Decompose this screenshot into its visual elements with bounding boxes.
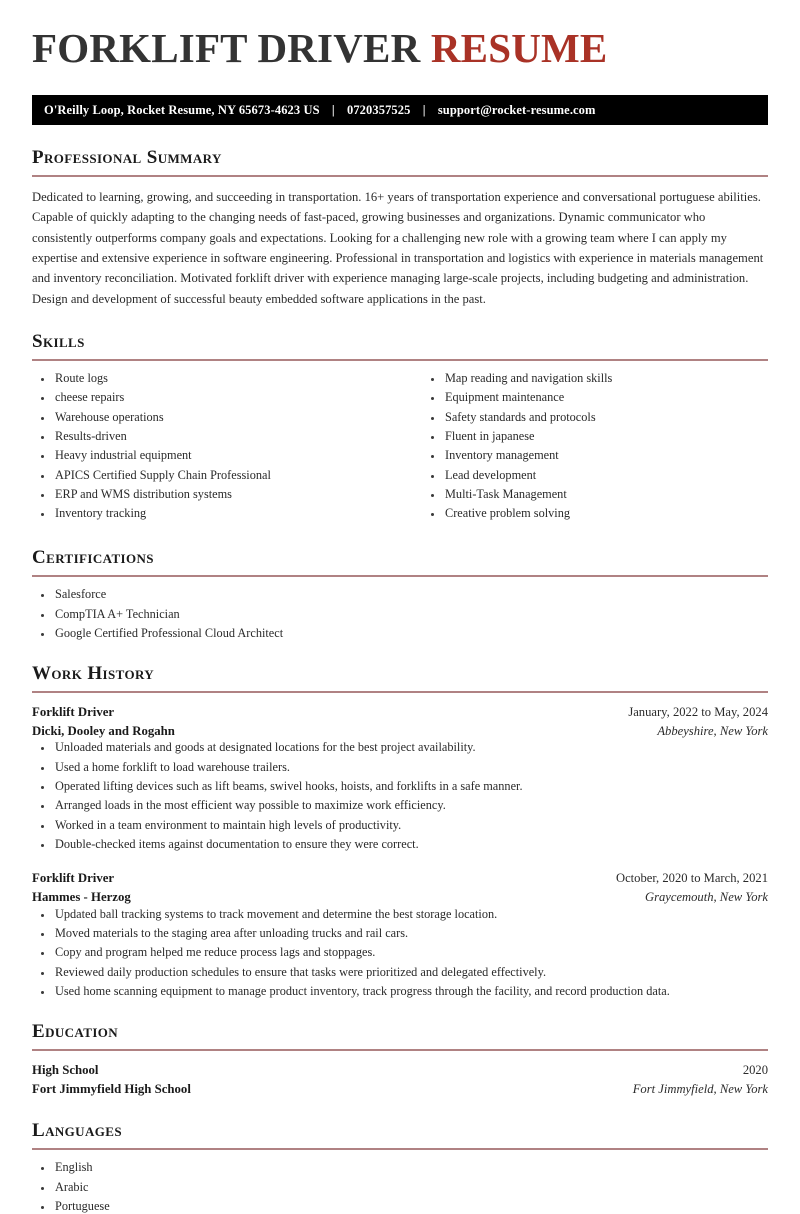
list-item: Worked in a team environment to maintain high levels of productivity.	[32, 818, 768, 833]
list-item: Operated lifting devices such as lift beams, swivel hooks, hoists, and forklifts in a safe manner.	[32, 779, 768, 794]
section-heading-languages: Languages	[32, 1120, 122, 1142]
contact-separator-1: |	[331, 102, 335, 117]
entry-job-title: Forklift Driver	[32, 704, 115, 719]
section-heading-skills: Skills	[32, 331, 85, 353]
list-item: Google Certified Professional Cloud Architect	[32, 626, 768, 641]
section-rule-professional-summary	[32, 175, 768, 177]
entry-org-row	[32, 1080, 768, 1099]
contact-text	[44, 103, 596, 118]
entry-org-row	[32, 888, 768, 907]
section-rule-languages	[32, 1148, 768, 1150]
page-title-accent: RESUME	[430, 25, 608, 71]
section-rule-work-history	[32, 691, 768, 693]
section-rule-education	[32, 1049, 768, 1051]
list-item: Arranged loads in the most efficient way possible to maximize work efficiency.	[32, 798, 768, 813]
entry-job-title: Forklift Driver	[32, 870, 115, 885]
section-rule-certifications	[32, 575, 768, 577]
list-item: Double-checked items against documentation to ensure they were correct.	[32, 837, 768, 852]
entry-school: Fort Jimmyfield High School	[32, 1081, 191, 1096]
list-item: Moved materials to the staging area after unloading trucks and rail cars.	[32, 926, 768, 941]
section-heading-work-history: Work History	[32, 662, 155, 684]
page-title-main: FORKLIFT DRIVER	[32, 25, 421, 71]
contact-email[interactable]: support@rocket-resume.com	[437, 102, 596, 117]
resume-body	[0, 0, 800, 69]
entry-date: 2020	[742, 1062, 768, 1077]
resume-sections	[0, 147, 800, 1214]
section-heading-certifications: Certifications	[32, 547, 154, 569]
entry-degree: High School	[32, 1062, 99, 1077]
list-item: Portuguese	[32, 1199, 768, 1214]
skills-list-left	[32, 371, 400, 521]
section-heading-education: Education	[32, 1020, 119, 1042]
contact-address: O'Reilly Loop, Rocket Resume, NY 65673-4623 US	[44, 102, 320, 117]
section-professional-summary	[32, 147, 768, 309]
section-heading-professional-summary: Professional Summary	[32, 147, 222, 168]
languages-list	[32, 1160, 768, 1214]
entry-title-row	[32, 1061, 768, 1080]
list-item: Heavy industrial equipment	[32, 448, 400, 463]
work-history-entry	[32, 869, 768, 999]
entry-bullet-list	[32, 907, 768, 999]
contact-phone[interactable]: 0720357525	[346, 102, 411, 117]
entry-org-row	[32, 722, 768, 741]
skills-column-right	[400, 371, 768, 525]
entry-location: Graycemouth, New York	[644, 889, 768, 904]
section-work-history	[32, 663, 768, 999]
list-item: APICS Certified Supply Chain Professional	[32, 468, 400, 483]
skills-list-right	[422, 371, 768, 521]
section-languages	[32, 1120, 768, 1213]
list-item: Arabic	[32, 1180, 768, 1195]
list-item: Fluent in japanese	[422, 429, 768, 444]
summary-paragraph: Dedicated to learning, growing, and succeeding in transportation. 16+ years of transportation experience and conversational portuguese abilities. Capable of quickly adapting to the changing needs of fast-paced, growing businesses and organizations. Dynamic communicator who consistently outperforms company goals and expectations. Looking for a challenging new role with a growing team where I can apply my expertise and extensive experience in software engineering. Professional in transportation and logistics with experience in materials management and inventory reconciliation. Motivated forklift driver with experience managing large-scale projects, including budgeting and administration. Design and development of successful beauty embedded software applications in the past.	[32, 189, 764, 306]
list-item: Lead development	[422, 468, 768, 483]
list-item: Inventory tracking	[32, 506, 400, 521]
section-certifications	[32, 547, 768, 640]
list-item: Safety standards and protocols	[422, 410, 768, 425]
contact-bar-wrap	[0, 95, 800, 125]
certifications-list	[32, 587, 768, 641]
entry-title-row	[32, 703, 768, 722]
list-item: ERP and WMS distribution systems	[32, 487, 400, 502]
list-item: Creative problem solving	[422, 506, 768, 521]
section-skills	[32, 331, 768, 525]
education-entries	[32, 1061, 768, 1099]
skills-columns	[32, 371, 768, 525]
work-history-entries	[32, 703, 768, 999]
list-item: Multi-Task Management	[422, 487, 768, 502]
list-item: Inventory management	[422, 448, 768, 463]
list-item: Used a home forklift to load warehouse trailers.	[32, 760, 768, 775]
list-item: English	[32, 1160, 768, 1175]
list-item: Map reading and navigation skills	[422, 371, 768, 386]
work-history-entry	[32, 703, 768, 852]
list-item: Updated ball tracking systems to track movement and determine the best storage location.	[32, 907, 768, 922]
contact-bar	[32, 95, 768, 125]
list-item: CompTIA A+ Technician	[32, 607, 768, 622]
list-item: Used home scanning equipment to manage product inventory, track progress through the facility, and record production data.	[32, 984, 768, 999]
skills-column-left	[32, 371, 400, 525]
education-entry	[32, 1061, 768, 1099]
entry-bullet-list	[32, 740, 768, 851]
page-title	[32, 0, 768, 69]
list-item: Copy and program helped me reduce process lags and stoppages.	[32, 945, 768, 960]
list-item: Salesforce	[32, 587, 768, 602]
section-rule-skills	[32, 359, 768, 361]
list-item: Warehouse operations	[32, 410, 400, 425]
entry-company: Hammes - Herzog	[32, 889, 131, 904]
entry-company: Dicki, Dooley and Rogahn	[32, 723, 175, 738]
entry-date: October, 2020 to March, 2021	[616, 870, 768, 885]
entry-title-row	[32, 869, 768, 888]
list-item: Route logs	[32, 371, 400, 386]
list-item: Results-driven	[32, 429, 400, 444]
entry-location: Abbeyshire, New York	[657, 723, 768, 738]
section-education	[32, 1021, 768, 1099]
list-item: Unloaded materials and goods at designated locations for the best project availability.	[32, 740, 768, 755]
entry-date: January, 2022 to May, 2024	[628, 704, 768, 719]
list-item: Reviewed daily production schedules to ensure that tasks were prioritized and delegated effectively.	[32, 965, 768, 980]
list-item: Equipment maintenance	[422, 390, 768, 405]
entry-location: Fort Jimmyfield, New York	[632, 1081, 768, 1096]
list-item: cheese repairs	[32, 390, 400, 405]
contact-separator-2: |	[422, 102, 426, 117]
